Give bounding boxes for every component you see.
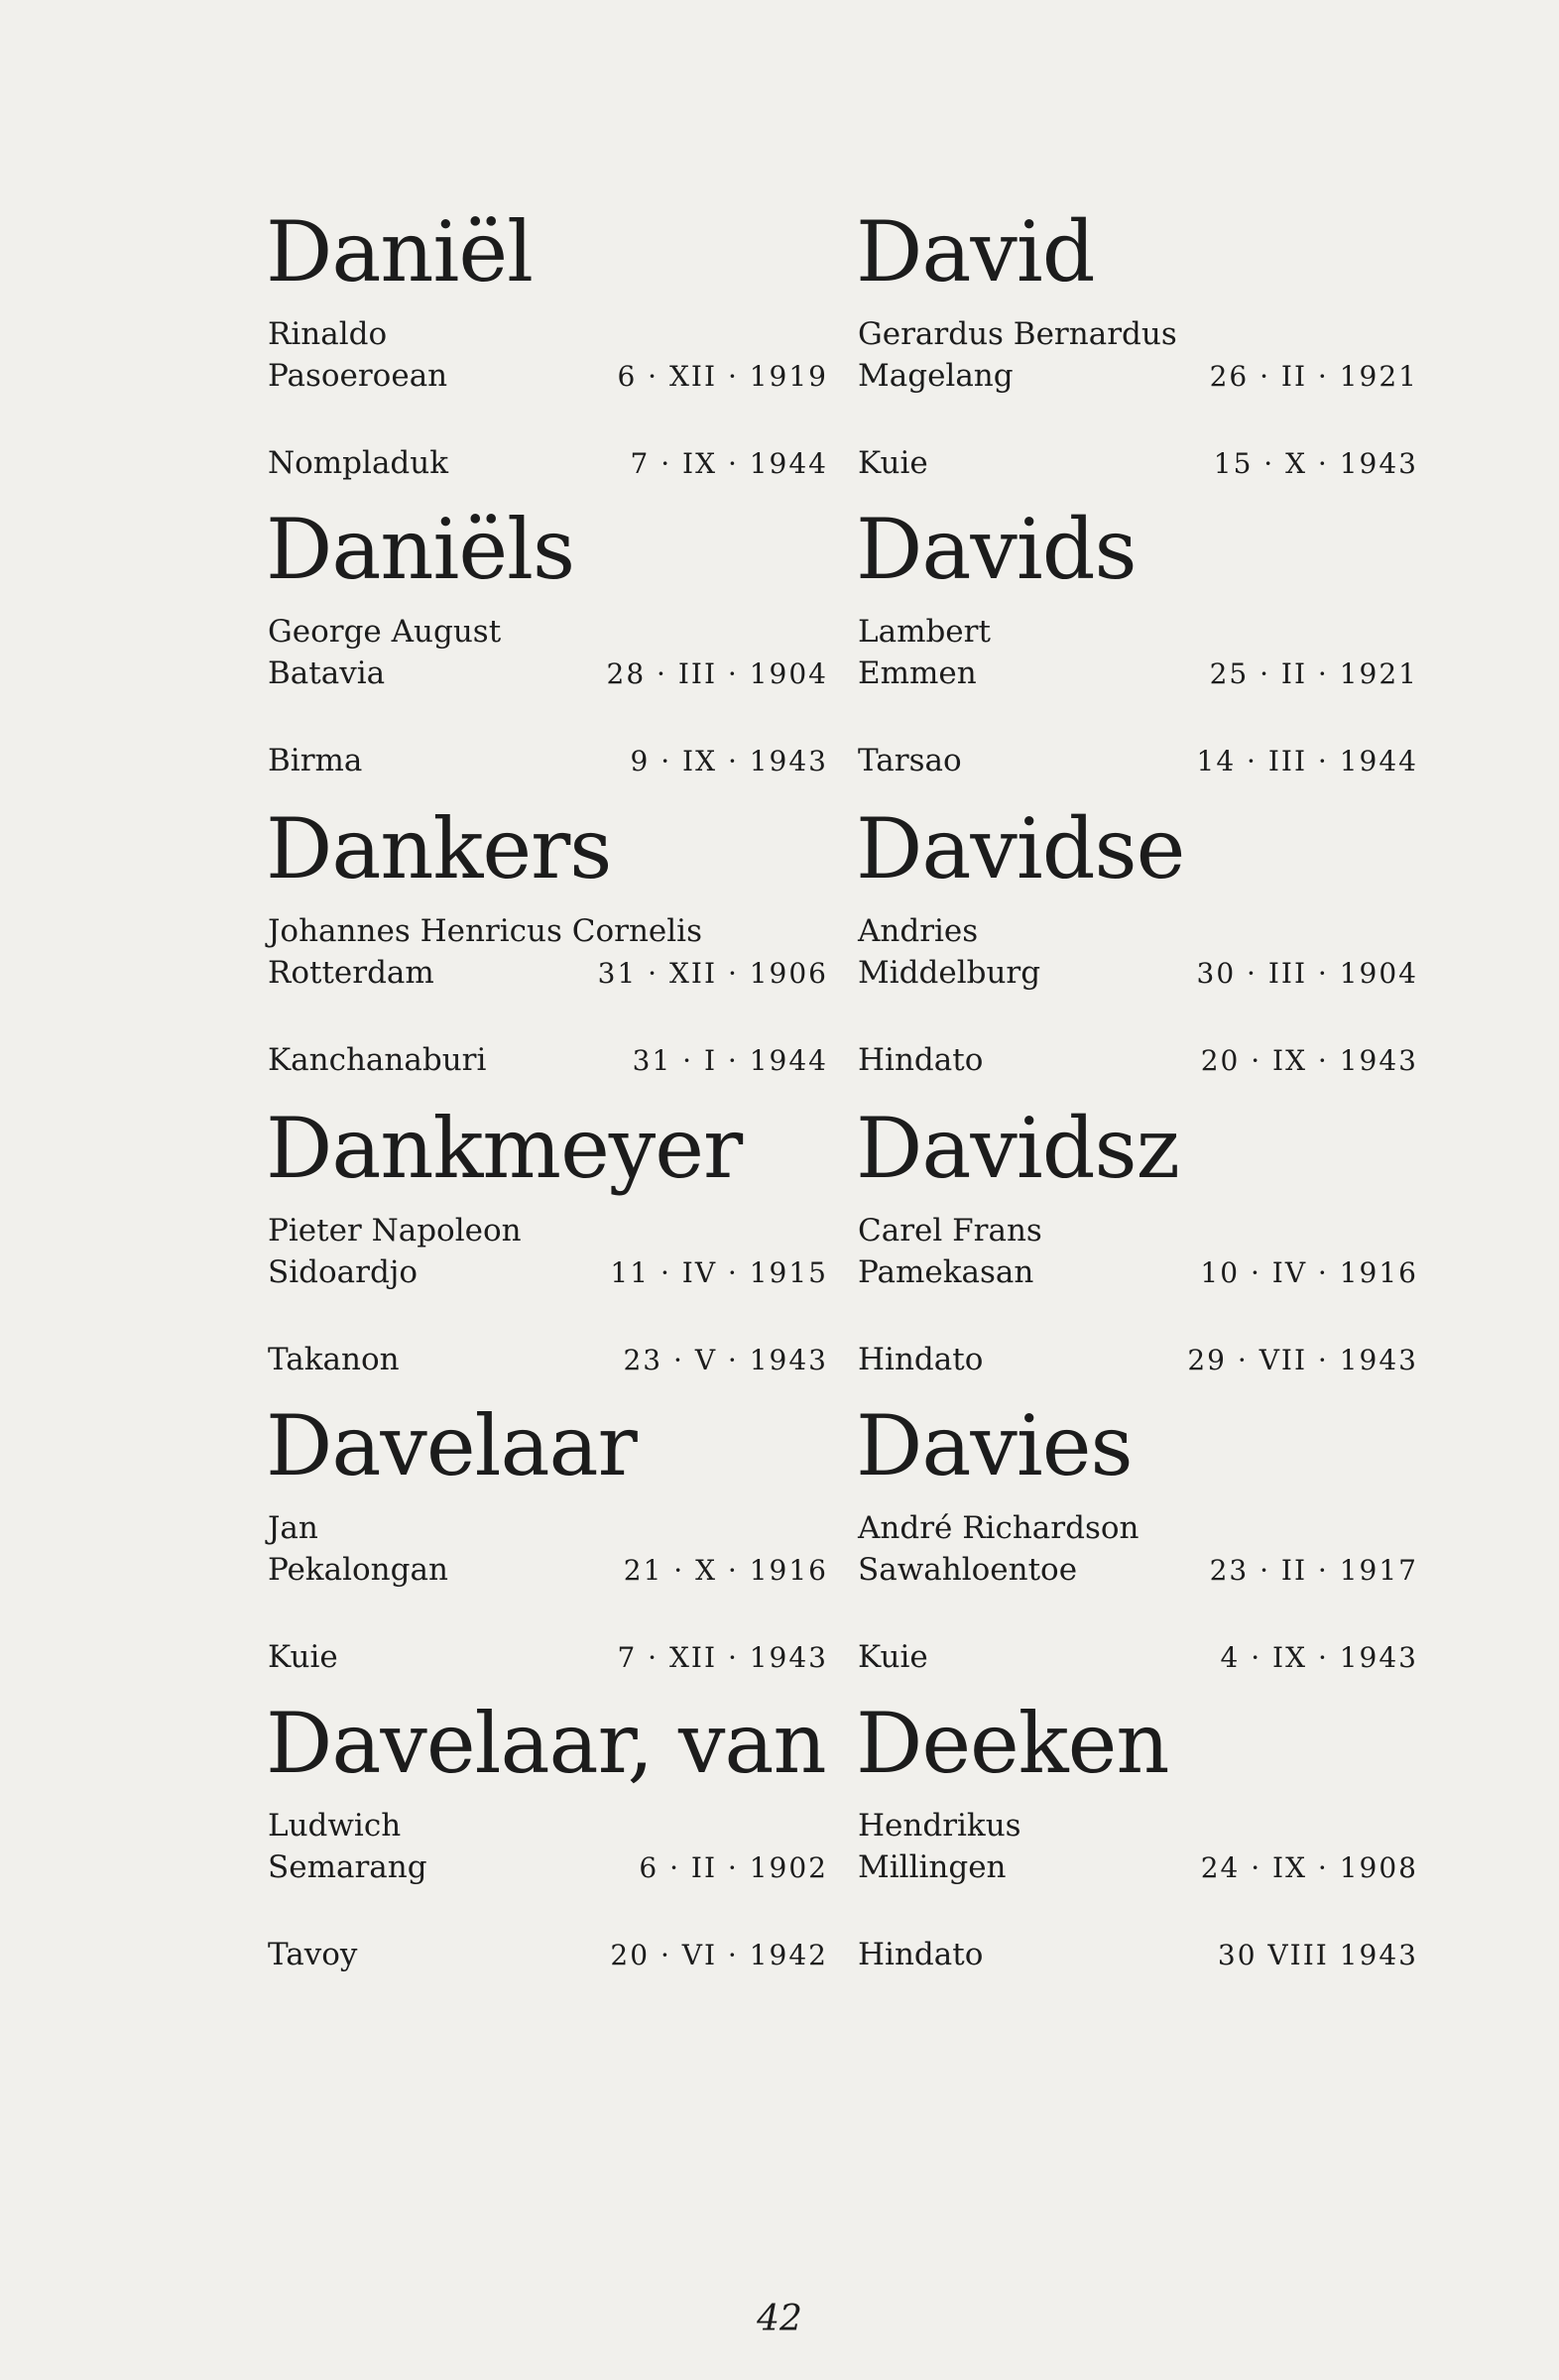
surname: Deeken (856, 1695, 1169, 1792)
given-names: André Richardson (858, 1510, 1139, 1546)
birth-line (858, 1552, 1418, 1595)
given-names: Carel Frans (858, 1213, 1042, 1249)
surname: David (856, 203, 1095, 300)
birth-date: 6 · XII · 1919 (617, 360, 828, 393)
birth-place: Pekalongan (268, 1552, 448, 1588)
name-entry (266, 1695, 861, 1999)
birth-place: Magelang (858, 358, 1014, 394)
given-names: Lambert (858, 614, 991, 650)
death-date: 31 · I · 1944 (632, 1044, 828, 1077)
birth-date: 31 · XII · 1906 (597, 957, 828, 990)
birth-date: 28 · III · 1904 (606, 657, 828, 690)
death-place: Tavoy (268, 1937, 358, 1972)
death-date: 14 · III · 1944 (1196, 745, 1418, 777)
birth-line (268, 358, 828, 401)
death-line (858, 445, 1418, 488)
name-entry (856, 800, 1451, 1105)
birth-line (858, 1254, 1418, 1297)
name-entry (266, 501, 861, 805)
page-number: 42 (757, 2299, 802, 2339)
birth-date: 11 · IV · 1915 (610, 1256, 828, 1289)
surname: Daniël (266, 203, 533, 300)
birth-line (858, 955, 1418, 998)
birth-date: 23 · II · 1917 (1209, 1554, 1418, 1587)
birth-line (268, 1254, 828, 1297)
birth-line (858, 1849, 1418, 1892)
birth-place: Pamekasan (858, 1254, 1034, 1290)
death-line (858, 1639, 1418, 1682)
birth-date: 21 · X · 1916 (623, 1554, 828, 1587)
death-line (268, 1639, 828, 1682)
death-date: 20 · VI · 1942 (610, 1939, 828, 1971)
name-entry (266, 1397, 861, 1702)
death-date: 29 · VII · 1943 (1187, 1344, 1418, 1376)
birth-line (268, 955, 828, 998)
death-line (858, 1342, 1418, 1384)
birth-line (858, 358, 1418, 401)
death-place: Kuie (858, 1639, 928, 1675)
death-line (268, 1937, 828, 1979)
death-place: Hindato (858, 1042, 984, 1078)
name-entry (856, 501, 1451, 805)
name-entry (266, 203, 861, 508)
surname: Davelaar (266, 1397, 637, 1494)
birth-place: Middelburg (858, 955, 1041, 991)
birth-place: Semarang (268, 1849, 427, 1885)
name-entry (266, 1100, 861, 1404)
given-names: Hendrikus (858, 1808, 1021, 1844)
birth-date: 30 · III · 1904 (1196, 957, 1418, 990)
given-names: George August (268, 614, 502, 650)
given-names: Ludwich (268, 1808, 402, 1844)
death-place: Kuie (268, 1639, 338, 1675)
death-place: Takanon (268, 1342, 400, 1377)
death-place: Hindato (858, 1342, 984, 1377)
death-place: Tarsao (858, 743, 962, 778)
birth-line (268, 655, 828, 698)
death-date: 7 · IX · 1944 (630, 447, 828, 480)
death-date: 7 · XII · 1943 (617, 1641, 828, 1674)
surname: Davids (856, 501, 1137, 598)
given-names: Johannes Henricus Cornelis (268, 913, 702, 949)
surname: Daniëls (266, 501, 575, 598)
death-line (268, 1342, 828, 1384)
birth-place: Emmen (858, 655, 977, 691)
surname: Davelaar, van (266, 1695, 826, 1792)
death-date: 4 · IX · 1943 (1220, 1641, 1418, 1674)
surname: Davidse (856, 800, 1185, 897)
death-place: Kanchanaburi (268, 1042, 487, 1078)
birth-date: 26 · II · 1921 (1209, 360, 1418, 393)
death-date: 20 · IX · 1943 (1200, 1044, 1418, 1077)
surname: Davies (856, 1397, 1133, 1494)
name-entry (856, 1100, 1451, 1404)
birth-place: Pasoeroean (268, 358, 448, 394)
surname: Dankmeyer (266, 1100, 743, 1197)
death-line (858, 1042, 1418, 1085)
birth-line (268, 1849, 828, 1892)
death-date: 15 · X · 1943 (1213, 447, 1418, 480)
death-place: Hindato (858, 1937, 984, 1972)
birth-date: 6 · II · 1902 (639, 1851, 828, 1884)
given-names: Rinaldo (268, 316, 388, 352)
death-place: Birma (268, 743, 363, 778)
name-entry (856, 1397, 1451, 1702)
birth-place: Sawahloentoe (858, 1552, 1078, 1588)
death-line (268, 445, 828, 488)
birth-place: Batavia (268, 655, 386, 691)
death-date: 30 VIII 1943 (1217, 1939, 1418, 1971)
birth-line (268, 1552, 828, 1595)
birth-date: 25 · II · 1921 (1209, 657, 1418, 690)
birth-date: 24 · IX · 1908 (1200, 1851, 1418, 1884)
name-entry (856, 1695, 1451, 1999)
given-names: Jan (268, 1510, 318, 1546)
death-line (858, 1937, 1418, 1979)
name-entry (856, 203, 1451, 508)
death-date: 9 · IX · 1943 (630, 745, 828, 777)
given-names: Pieter Napoleon (268, 1213, 522, 1249)
surname: Dankers (266, 800, 612, 897)
name-entry (266, 800, 861, 1105)
death-line (858, 743, 1418, 785)
death-place: Nompladuk (268, 445, 449, 481)
surname: Davidsz (856, 1100, 1179, 1197)
death-line (268, 1042, 828, 1085)
death-date: 23 · V · 1943 (623, 1344, 828, 1376)
death-line (268, 743, 828, 785)
birth-line (858, 655, 1418, 698)
death-place: Kuie (858, 445, 928, 481)
given-names: Gerardus Bernardus (858, 316, 1177, 352)
birth-place: Rotterdam (268, 955, 434, 991)
birth-place: Millingen (858, 1849, 1007, 1885)
birth-date: 10 · IV · 1916 (1200, 1256, 1418, 1289)
given-names: Andries (858, 913, 979, 949)
birth-place: Sidoardjo (268, 1254, 419, 1290)
